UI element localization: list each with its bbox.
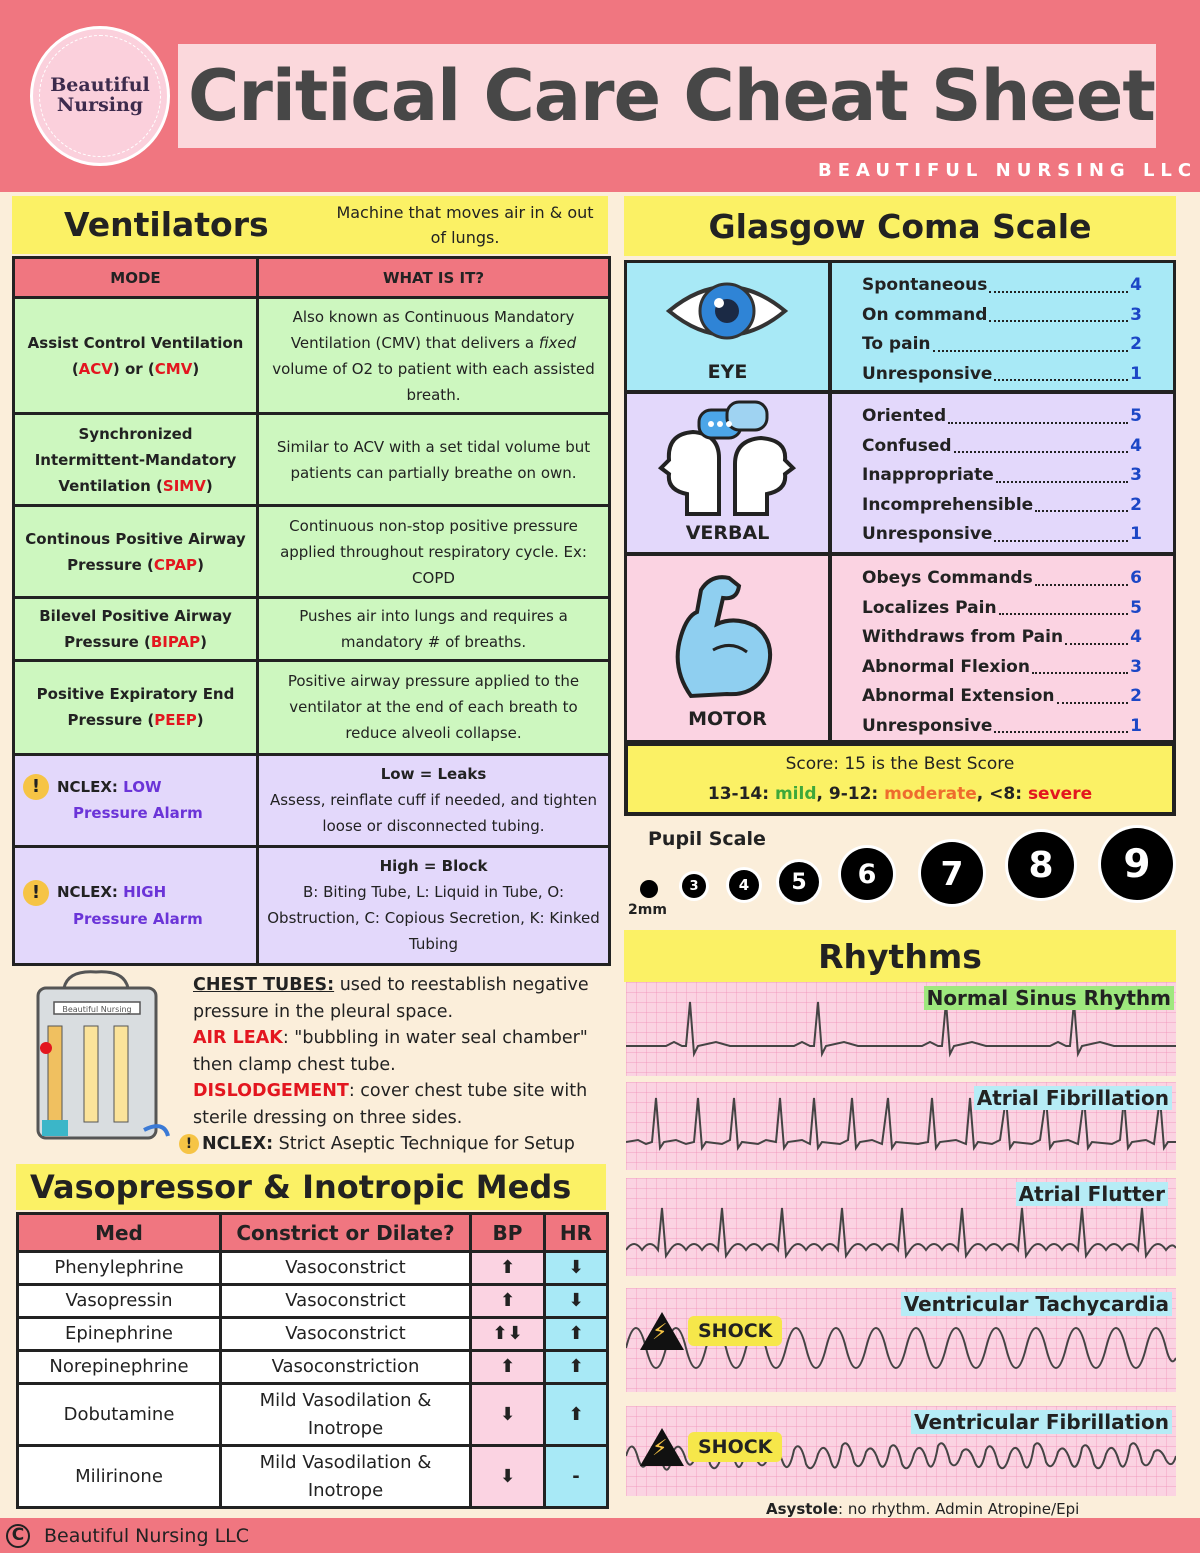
- rhythm-label-aflutter: Atrial Flutter: [1016, 1182, 1168, 1206]
- list-item: Withdraws from Pain 4: [862, 623, 1142, 653]
- logo-line2: Nursing: [56, 94, 144, 116]
- alarm-cell-high: ! NCLEX: HIGH Pressure Alarm: [14, 846, 258, 964]
- list-item: On command 3: [862, 301, 1142, 331]
- vaso-title: Vasopressor & Inotropic Meds: [30, 1168, 572, 1206]
- shock-badge: [640, 1312, 782, 1350]
- alarm-description-low: Low = Leaks Assess, reinflate cuff if needed, and tighten loose or disconnected tubing.: [258, 754, 610, 846]
- description-cell: Also known as Continuous Mandatory Ventilation (CMV) that delivers a fixed volume of O2 to patient with each assisted breath.: [258, 298, 610, 414]
- col-header-action: Constrict or Dilate?: [221, 1214, 471, 1252]
- mode-cell: Positive Expiratory End Pressure (PEEP): [14, 660, 258, 754]
- brand-logo: [30, 26, 170, 166]
- footer: [0, 1518, 1200, 1553]
- pupil-8: 8: [1008, 832, 1074, 898]
- gcs-score-box: [628, 746, 1172, 812]
- logo-line1: Beautiful: [50, 74, 150, 97]
- motor-scores: [832, 556, 1173, 740]
- pupil-7: 7: [921, 842, 983, 904]
- rhythm-label-afib: Atrial Fibrillation: [974, 1086, 1172, 1110]
- table-row: [14, 846, 610, 964]
- description-cell: Positive airway pressure applied to the ventilator at the end of each breath to reduce alveoli collapse.: [258, 660, 610, 754]
- list-item: Localizes Pain 5: [862, 594, 1142, 624]
- score-ranges: 13-14: mild, 9-12: moderate, <8: severe: [707, 784, 1093, 804]
- table-row: [14, 414, 610, 506]
- copyright-icon: C: [6, 1524, 30, 1548]
- description-cell: Similar to ACV with a set tidal volume but patients can partially breathe on own.: [258, 414, 610, 506]
- ventilators-title: Ventilators: [64, 205, 269, 244]
- table-row: [14, 298, 610, 414]
- table-row: Phenylephrine Vasoconstrict ⬆ ⬇: [18, 1252, 608, 1285]
- mode-cell: Continous Positive Airway Pressure (CPAP): [14, 506, 258, 598]
- table-row: Milirinone Mild Vasodilation & Inotrope ⬇ -: [18, 1446, 608, 1508]
- warning-icon: !: [179, 1134, 199, 1154]
- ecg-strip-nsr: [626, 982, 1176, 1076]
- pupil-scale-title: Pupil Scale: [648, 828, 766, 850]
- list-item: Incomprehensible 2: [862, 491, 1142, 521]
- page-title: Critical Care Cheat Sheet: [188, 55, 1155, 137]
- shock-label: SHOCK: [688, 1432, 782, 1462]
- ventilators-description: Machine that moves air in & out of lungs.: [336, 203, 594, 247]
- motor-section: [627, 556, 828, 740]
- shock-badge: [640, 1428, 782, 1466]
- table-row: Epinephrine Vasoconstrict ⬆⬇ ⬆: [18, 1318, 608, 1351]
- verbal-label: VERBAL: [685, 522, 770, 544]
- ecg-strip-vtach: [626, 1288, 1176, 1392]
- rhythm-label-vtach: Ventricular Tachycardia: [901, 1292, 1172, 1316]
- ventilator-table: [12, 256, 611, 966]
- gcs-title: Glasgow Coma Scale: [708, 206, 1092, 246]
- list-item: Abnormal Extension 2: [862, 682, 1142, 712]
- high-voltage-icon: ⚡: [640, 1428, 684, 1466]
- table-row: [14, 506, 610, 598]
- motor-label: MOTOR: [688, 708, 767, 730]
- table-row: Dobutamine Mild Vasodilation & Inotrope ⬇ ⬆: [18, 1384, 608, 1446]
- pupil-6: 6: [841, 848, 893, 900]
- rhythm-label-nsr: Normal Sinus Rhythm: [924, 986, 1174, 1010]
- air-leak-note: AIR LEAK: "bubbling in water seal chamber" then clamp chest tube.: [193, 1028, 588, 1075]
- flexed-arm-icon: [627, 556, 828, 706]
- eye-label: EYE: [707, 361, 748, 383]
- vasopressor-table: [16, 1212, 609, 1509]
- chest-tubes-text: [185, 972, 608, 1158]
- col-header-hr: HR: [545, 1214, 608, 1252]
- pupil-4: 4: [729, 870, 759, 900]
- col-header-what: WHAT IS IT?: [258, 258, 610, 298]
- chest-nclex-note: ! NCLEX: Strict Aseptic Technique for Setup: [179, 1131, 608, 1158]
- list-item: Inappropriate 3: [862, 461, 1142, 491]
- rhythm-label-vfib: Ventricular Fibrillation: [911, 1410, 1172, 1434]
- warning-icon: !: [23, 774, 49, 800]
- chest-tube-drainage-icon: [24, 970, 174, 1150]
- pupil-9: 9: [1101, 828, 1173, 900]
- eye-section: [627, 263, 828, 390]
- gcs-table: [624, 260, 1176, 816]
- table-row: [14, 660, 610, 754]
- list-item: To pain 2: [862, 330, 1142, 360]
- title-box: [178, 44, 1156, 148]
- chest-tubes-def: CHEST TUBES: used to reestablish negative pressure in the pleural space.: [193, 975, 589, 1022]
- list-item: Oriented 5: [862, 402, 1142, 432]
- mode-cell: Bilevel Positive Airway Pressure (BIPAP): [14, 598, 258, 660]
- high-voltage-icon: ⚡: [640, 1312, 684, 1350]
- dislodgement-note: DISLODGEMENT: cover chest tube site with sterile dressing on three sides.: [193, 1081, 588, 1128]
- verbal-scores: [832, 394, 1173, 552]
- table-row: [14, 598, 610, 660]
- asystole-note: Asystole: no rhythm. Admin Atropine/Epi: [766, 1500, 1080, 1518]
- pupil-unit: 2mm: [628, 902, 667, 918]
- warning-icon: !: [23, 880, 49, 906]
- list-item: Obeys Commands 6: [862, 564, 1142, 594]
- col-header-med: Med: [18, 1214, 221, 1252]
- mode-cell: Assist Control Ventilation (ACV) or (CMV): [14, 298, 258, 414]
- gcs-header: [624, 196, 1176, 256]
- ecg-strip-afib: [626, 1082, 1176, 1170]
- company-name: BEAUTIFUL NURSING LLC: [818, 160, 1198, 181]
- rhythms-header: [624, 930, 1176, 982]
- ecg-strip-aflutter: [626, 1178, 1176, 1276]
- pupil-2mm: [640, 880, 658, 898]
- eye-scores: [832, 263, 1173, 390]
- mode-cell: Synchronized Intermittent-Mandatory Ventilation (SIMV): [14, 414, 258, 506]
- list-item: Spontaneous 4: [862, 271, 1142, 301]
- ecg-strip-vfib: [626, 1406, 1176, 1496]
- pupil-5: 5: [779, 862, 819, 902]
- col-header-bp: BP: [471, 1214, 545, 1252]
- description-cell: Continuous non-stop positive pressure applied throughout respiratory cycle. Ex: COPD: [258, 506, 610, 598]
- score-line: Score: 15 is the Best Score: [785, 754, 1015, 774]
- list-item: Abnormal Flexion 3: [862, 653, 1142, 683]
- list-item: Confused 4: [862, 432, 1142, 462]
- list-item: Unresponsive 1: [862, 712, 1142, 742]
- talking-heads-icon: [627, 394, 828, 522]
- eye-icon: [627, 263, 828, 363]
- table-row: Vasopressin Vasoconstrict ⬆ ⬇: [18, 1285, 608, 1318]
- rhythms-title: Rhythms: [818, 936, 982, 976]
- alarm-cell-low: ! NCLEX: LOW Pressure Alarm: [14, 754, 258, 846]
- shock-label: SHOCK: [688, 1316, 782, 1346]
- device-label: Beautiful Nursing: [62, 1005, 132, 1014]
- description-cell: Pushes air into lungs and requires a mandatory # of breaths.: [258, 598, 610, 660]
- verbal-section: [627, 394, 828, 552]
- alarm-description-high: High = Block B: Biting Tube, L: Liquid in Tube, O: Obstruction, C: Copious Secretion, K: Kinked Tubing: [258, 846, 610, 964]
- pupil-3: 3: [682, 874, 706, 898]
- col-header-mode: MODE: [14, 258, 258, 298]
- list-item: Unresponsive 1: [862, 520, 1142, 550]
- footer-text: Beautiful Nursing LLC: [44, 1524, 250, 1547]
- table-row: Norepinephrine Vasoconstriction ⬆ ⬆: [18, 1351, 608, 1384]
- table-row: [14, 754, 610, 846]
- list-item: Unresponsive 1: [862, 360, 1142, 390]
